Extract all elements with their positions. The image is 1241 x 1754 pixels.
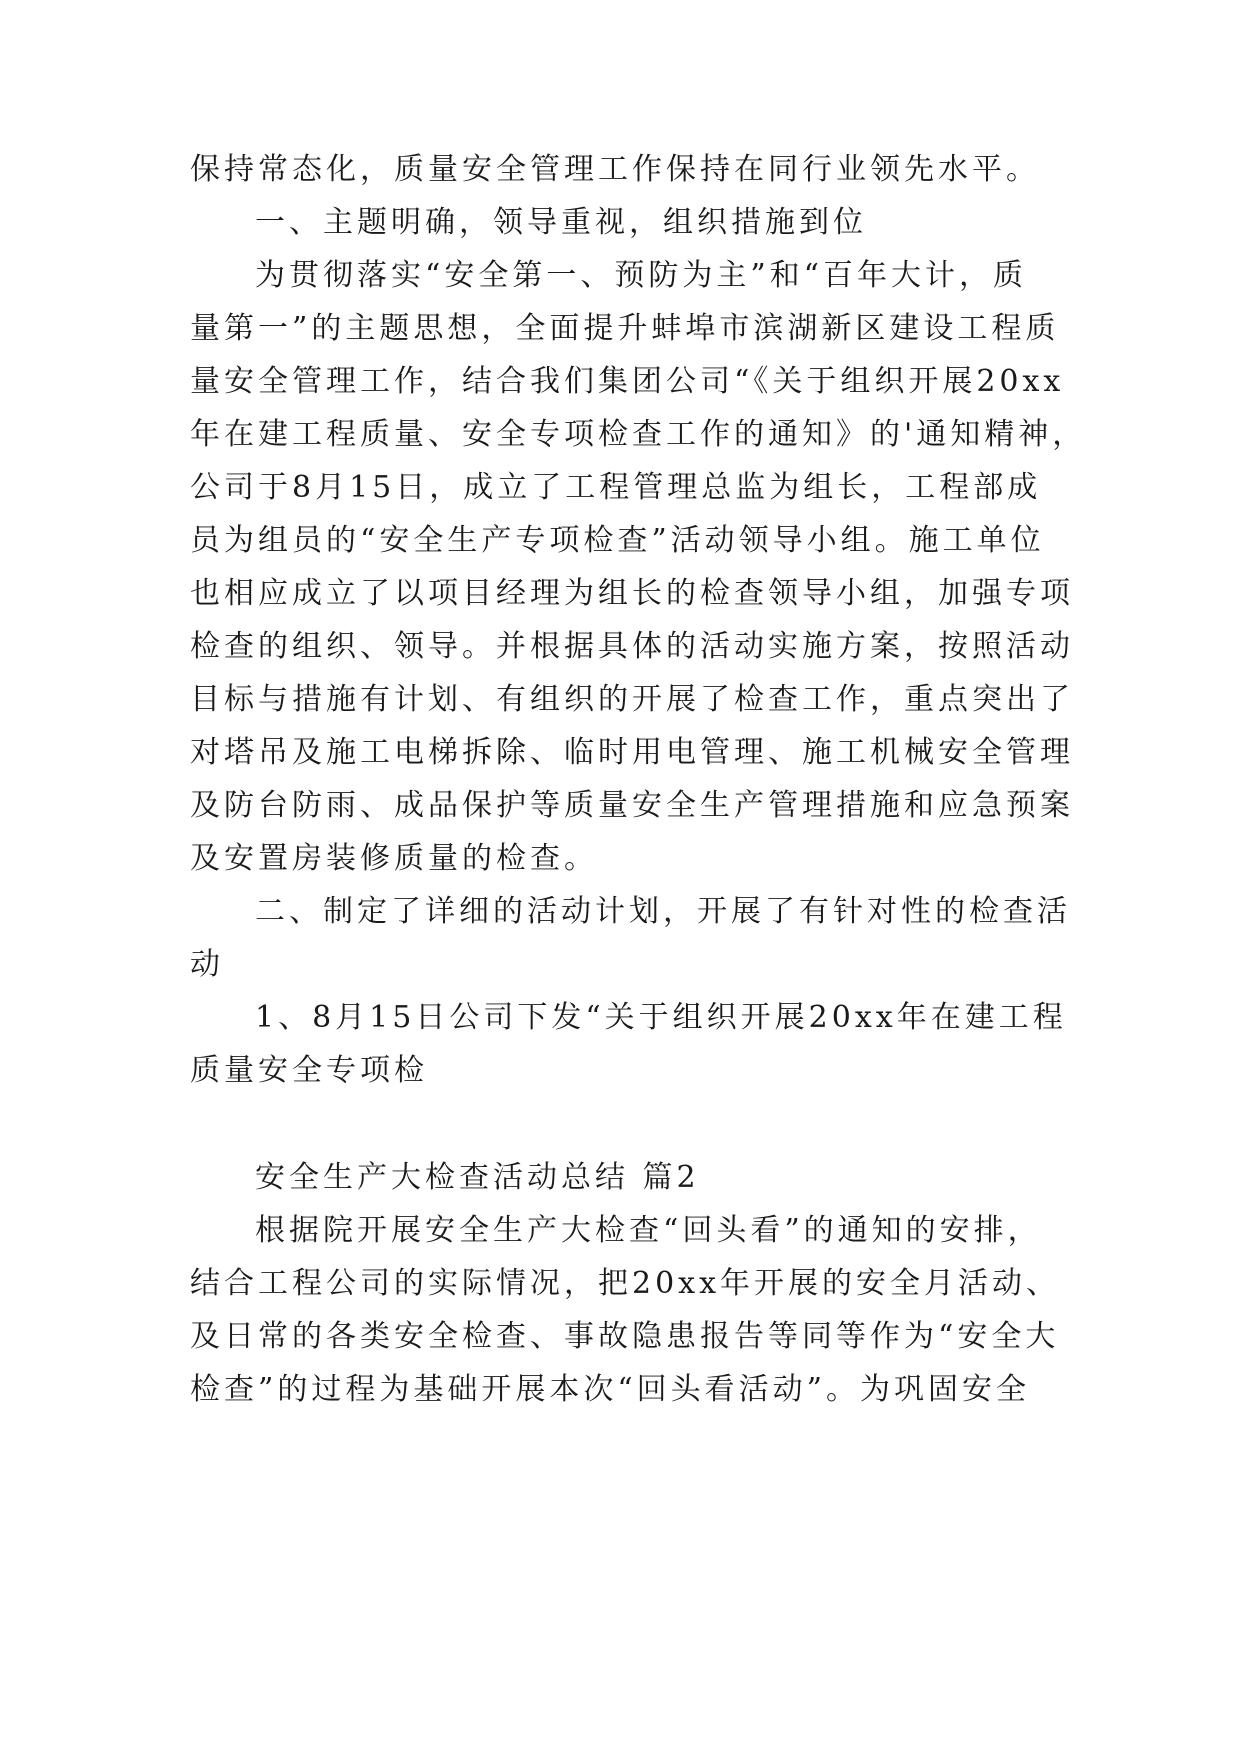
text-line: 员为组员的“安全生产专项检查”活动领导小组。施工单位	[190, 523, 1045, 558]
text-line: 公司于8月15日，成立了工程管理总监为组长，工程部成	[190, 470, 1042, 505]
text-line: 及日常的各类安全检查、事故隐患报告等同等作为“安全大	[190, 1319, 1060, 1354]
text-line: 根据院开展安全生产大检查“回头看”的通知的安排，	[255, 1213, 1042, 1248]
article-title: 安全生产大检查活动总结 篇2	[255, 1160, 700, 1195]
text-line: 目标与措施有计划、有组织的开展了检查工作，重点突出了	[190, 682, 1074, 717]
text-line: 保持常态化，质量安全管理工作保持在同行业领先水平。	[190, 152, 1040, 187]
text-line: 量第一”的主题思想，全面提升蚌埠市滨湖新区建设工程质	[190, 311, 1060, 346]
text-line: 动	[190, 947, 224, 982]
section-heading: 二、制定了详细的活动计划，开展了有针对性的检查活	[255, 894, 1071, 929]
text-line: 也相应成立了以项目经理为组长的检查领导小组，加强专项	[190, 576, 1074, 611]
text-line: 质量安全专项检	[190, 1053, 428, 1088]
text-line: 检查”的过程为基础开展本次“回头看活动”。为巩固安全	[190, 1372, 1031, 1407]
text-line: 1、8月15日公司下发“关于组织开展20xx年在建工程	[255, 1000, 1067, 1035]
text-line: 及防台防雨、成品保护等质量安全生产管理措施和应急预案	[190, 788, 1074, 823]
text-line: 结合工程公司的实际情况，把20xx年开展的安全月活动、	[190, 1266, 1061, 1301]
text-line: 量安全管理工作，结合我们集团公司“《关于组织开展20xx	[190, 364, 1065, 399]
text-line: 及安置房装修质量的检查。	[190, 841, 598, 876]
section-heading: 一、主题明确，领导重视，组织措施到位	[255, 205, 867, 240]
text-line: 对塔吊及施工电梯拆除、临时用电管理、施工机械安全管理	[190, 735, 1074, 770]
text-line: 年在建工程质量、安全专项检查工作的通知》的'通知精神，	[190, 417, 1087, 452]
text-line: 为贯彻落实“安全第一、预防为主”和“百年大计，质	[255, 258, 1028, 293]
text-line: 检查的组织、领导。并根据具体的活动实施方案，按照活动	[190, 629, 1074, 664]
